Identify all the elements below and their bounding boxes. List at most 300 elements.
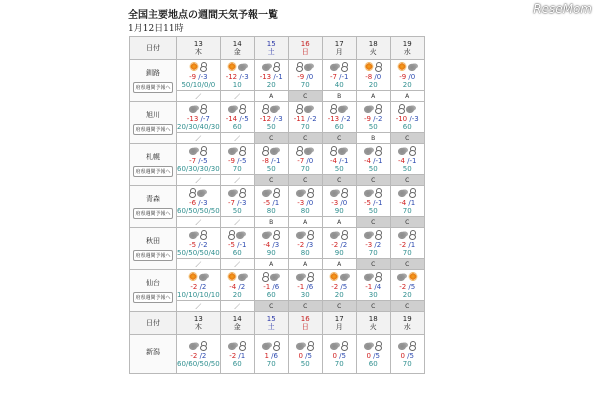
day-of-week: 水: [403, 48, 411, 56]
reliability-grade: A: [356, 91, 390, 102]
cloud-icon: [228, 104, 238, 113]
temp-low: /5: [373, 351, 380, 360]
precip-probability: 70: [402, 206, 412, 215]
forecast-cell: [390, 335, 424, 374]
cloud-icon: [199, 272, 209, 281]
forecast-cell: [288, 270, 322, 301]
snow-icon: [200, 341, 207, 350]
temp-low: /1: [272, 198, 280, 207]
weather-icons: [255, 188, 288, 198]
temp-high: -4: [363, 156, 371, 165]
reliability-grade: ／: [220, 301, 254, 312]
forecast-cell: [322, 144, 356, 175]
day-header: [177, 37, 221, 60]
snow-icon: [409, 146, 416, 155]
temp-low: /-5: [198, 156, 208, 165]
reliability-grade: ／: [177, 259, 221, 270]
weather-icons: [357, 62, 390, 72]
reliability-grade: ／: [177, 133, 221, 144]
cloud-icon: [189, 230, 199, 239]
temperature: [255, 73, 288, 81]
reliability-grade: C: [322, 175, 356, 186]
precip-probability: 60/50/50/50: [177, 206, 220, 215]
day-number: 14: [232, 315, 242, 323]
temp-high: -10: [395, 114, 408, 123]
weather-icons: [323, 62, 356, 72]
forecast-cell: [322, 270, 356, 301]
reliability-grade: A: [254, 91, 288, 102]
reliability-grade: ／: [220, 91, 254, 102]
day-number: 15: [266, 40, 276, 48]
precip-probability: 50: [300, 359, 310, 368]
reliability-grade: B: [254, 217, 288, 228]
temp-high: -14: [225, 114, 238, 123]
snow-icon: [239, 341, 246, 350]
temp-low: /-2: [373, 114, 383, 123]
reliability-grade: C: [356, 217, 390, 228]
cloud-icon: [270, 104, 280, 113]
temp-low: /-7: [200, 114, 210, 123]
snow-icon: [307, 188, 314, 197]
temperature: [323, 241, 356, 249]
date-label: 日付: [130, 312, 177, 335]
forecast-cell: [177, 144, 221, 175]
temp-low: /-1: [271, 156, 281, 165]
cloud-icon: [406, 104, 416, 113]
temp-high: -1: [297, 282, 305, 291]
precip-probability: 20: [334, 290, 344, 299]
temp-low: /-3: [237, 198, 247, 207]
forecast-cell: [254, 270, 288, 301]
temperature: [221, 283, 254, 291]
temp-high: 0: [366, 351, 371, 360]
city-name: 釧路: [146, 69, 160, 77]
temp-high: -7: [227, 198, 235, 207]
precip-probability: 70: [266, 359, 276, 368]
weather-icons: [357, 272, 390, 282]
temp-low: /6: [271, 351, 278, 360]
sun-icon: [188, 272, 198, 281]
snow-icon: [307, 272, 314, 281]
temp-high: -7: [297, 156, 305, 165]
day-number: 19: [402, 315, 412, 323]
forecast-cell: [254, 186, 288, 217]
day-number: 15: [266, 315, 276, 323]
temperature: [289, 115, 322, 123]
snow-icon: [375, 62, 382, 71]
temp-high: -9: [297, 72, 305, 81]
temp-low: /-1: [407, 156, 417, 165]
forecast-cell: [177, 335, 221, 374]
temp-low: /-1: [339, 156, 349, 165]
temp-low: /-5: [237, 156, 247, 165]
weather-icons: [357, 341, 390, 351]
cloud-icon: [398, 341, 408, 350]
precip-probability: 80: [300, 206, 310, 215]
weather-icons: [221, 104, 254, 114]
day-header: [356, 37, 390, 60]
weather-icons: [289, 230, 322, 240]
weather-icons: [255, 104, 288, 114]
weather-icons: [391, 62, 424, 72]
temperature: [323, 157, 356, 165]
day-number: 13: [193, 40, 203, 48]
forecast-cell: [177, 270, 221, 301]
reliability-grade: A: [322, 259, 356, 270]
reliability-grade: ／: [220, 217, 254, 228]
forecast-cell: [356, 102, 390, 133]
weather-icons: [391, 188, 424, 198]
snow-icon: [330, 146, 337, 155]
prefecture-weekly-forecast-link[interactable]: 府県週間予報へ: [133, 208, 172, 219]
temp-high: -5: [263, 198, 271, 207]
reliability-grade: C: [288, 175, 322, 186]
prefecture-weekly-forecast-link[interactable]: 府県週間予報へ: [133, 250, 172, 261]
forecast-cell: [220, 60, 254, 91]
temp-low: /2: [199, 351, 207, 360]
weather-icons: [221, 62, 254, 72]
city-row: [130, 60, 425, 91]
snow-icon: [398, 104, 405, 113]
cloud-icon: [338, 146, 348, 155]
forecast-cell: [254, 60, 288, 91]
snow-icon: [200, 104, 207, 113]
temperature: [255, 241, 288, 249]
temp-high: -5: [189, 240, 197, 249]
weather-icons: [391, 146, 424, 156]
temp-high: -5: [227, 240, 235, 249]
forecast-cell: [220, 270, 254, 301]
temp-low: /1: [408, 198, 416, 207]
reliability-grade: ／: [220, 259, 254, 270]
temperature: [221, 157, 254, 165]
forecast-cell: [220, 102, 254, 133]
forecast-cell: [220, 335, 254, 374]
temperature: [221, 241, 254, 249]
site-watermark: ReseMom: [533, 2, 592, 16]
temp-high: -8: [365, 72, 373, 81]
forecast-cell: [288, 60, 322, 91]
weather-icons: [177, 146, 220, 156]
day-number: 13: [193, 315, 203, 323]
temperature: [255, 115, 288, 123]
precip-probability: 60/30/30/30: [177, 164, 220, 173]
weather-icons: [221, 230, 254, 240]
temp-low: /-3: [273, 114, 283, 123]
day-of-week: 月: [335, 323, 343, 331]
weather-icons: [255, 62, 288, 72]
precip-probability: 80: [266, 206, 276, 215]
temp-high: 0: [332, 351, 337, 360]
cloud-icon: [296, 341, 306, 350]
date-label: 日付: [130, 37, 177, 60]
reliability-grade: C: [288, 301, 322, 312]
temperature: [323, 199, 356, 207]
weather-icons: [177, 230, 220, 240]
temperature: [357, 199, 390, 207]
precip-probability: 50: [266, 164, 276, 173]
reliability-grade: ／: [177, 91, 221, 102]
reliability-grade: C: [254, 175, 288, 186]
weather-icons: [289, 341, 322, 351]
temp-low: /-3: [409, 114, 419, 123]
temperature: [255, 157, 288, 165]
temp-low: /5: [305, 351, 312, 360]
temp-low: /0: [306, 156, 314, 165]
forecast-cell: [356, 335, 390, 374]
temp-high: -12: [225, 72, 238, 81]
forecast-issued-time: 1月12日11時: [128, 24, 184, 34]
weather-icons: [391, 341, 424, 351]
cloud-icon: [330, 341, 340, 350]
snow-icon: [228, 230, 235, 239]
snow-icon: [239, 104, 246, 113]
day-of-week: 火: [369, 323, 377, 331]
precip-probability: 50: [266, 122, 276, 131]
temperature: [177, 115, 220, 123]
temp-high: -13: [327, 114, 340, 123]
cloud-icon: [408, 62, 418, 71]
snow-icon: [409, 188, 416, 197]
temp-low: /0: [340, 198, 348, 207]
snow-icon: [296, 62, 303, 71]
cloud-icon: [262, 341, 272, 350]
precip-probability: 20: [402, 290, 412, 299]
temperature: [177, 199, 220, 207]
sun-icon: [397, 62, 407, 71]
weather-icons: [177, 104, 220, 114]
snow-icon: [189, 188, 196, 197]
precip-probability: 90: [334, 206, 344, 215]
weather-icons: [177, 188, 220, 198]
day-header: [322, 312, 356, 335]
precip-probability: 50: [232, 206, 242, 215]
reliability-grade: B: [356, 133, 390, 144]
temperature: [221, 73, 254, 81]
temp-low: /-1: [339, 72, 349, 81]
city-row: [130, 144, 425, 175]
weather-icons: [357, 230, 390, 240]
reliability-grade: C: [390, 217, 424, 228]
temp-high: -1: [263, 282, 271, 291]
precip-probability: 20: [368, 80, 378, 89]
city-row: [130, 102, 425, 133]
temp-high: -9: [189, 72, 197, 81]
reliability-grade: ／: [177, 175, 221, 186]
city-name: 旭川: [146, 111, 160, 119]
snow-icon: [296, 104, 303, 113]
prefecture-weekly-forecast-link[interactable]: 府県週間予報へ: [133, 292, 172, 303]
weather-icons: [255, 341, 288, 351]
cloud-icon: [398, 230, 408, 239]
weather-icons: [391, 230, 424, 240]
forecast-cell: [390, 270, 424, 301]
precip-probability: 60: [232, 122, 242, 131]
forecast-cell: [254, 228, 288, 259]
temp-high: -2: [399, 282, 407, 291]
day-header: [220, 37, 254, 60]
weather-icons: [255, 272, 288, 282]
precip-probability: 70: [300, 80, 310, 89]
reliability-grade: B: [322, 91, 356, 102]
reliability-grade: C: [356, 175, 390, 186]
weather-icons: [323, 341, 356, 351]
precip-probability: 20: [266, 80, 276, 89]
precip-probability: 50/50/50/40: [177, 248, 220, 257]
temp-high: -3: [365, 240, 373, 249]
temperature: [221, 199, 254, 207]
snow-icon: [341, 62, 348, 71]
temp-low: /5: [340, 282, 348, 291]
precip-probability: 10/10/10/10: [177, 290, 220, 299]
temp-low: /-2: [307, 114, 317, 123]
prefecture-weekly-forecast-link[interactable]: 府県週間予報へ: [133, 82, 172, 93]
precip-probability: 70: [300, 122, 310, 131]
city-cell: [130, 270, 177, 312]
weather-icons: [357, 104, 390, 114]
day-number: 16: [300, 315, 310, 323]
temp-low: /2: [340, 240, 348, 249]
weather-icons: [391, 272, 424, 282]
temp-high: -4: [397, 156, 405, 165]
temp-low: /5: [407, 351, 414, 360]
temperature: [391, 73, 424, 81]
weather-icons: [221, 272, 254, 282]
temperature: [221, 352, 254, 360]
precip-probability: 60: [232, 359, 242, 368]
reliability-grade: C: [356, 301, 390, 312]
reliability-grade: C: [390, 175, 424, 186]
temp-low: /2: [199, 282, 207, 291]
temperature: [391, 115, 424, 123]
cloud-icon: [398, 146, 408, 155]
temp-high: -4: [229, 282, 237, 291]
temp-low: /-2: [341, 114, 351, 123]
temp-high: -9: [399, 72, 407, 81]
temperature: [255, 283, 288, 291]
day-of-week: 木: [194, 323, 202, 331]
temperature: [177, 157, 220, 165]
precip-probability: 50: [368, 206, 378, 215]
cloud-icon: [340, 272, 350, 281]
forecast-cell: [356, 144, 390, 175]
precip-probability: 20: [232, 290, 242, 299]
temperature: [177, 241, 220, 249]
day-header: [288, 37, 322, 60]
precip-probability: 60/60/50/50: [177, 359, 220, 368]
precip-probability: 20/30/40/30: [177, 122, 220, 131]
reliability-grade: ／: [220, 133, 254, 144]
precip-probability: 60: [334, 122, 344, 131]
forecast-cell: [390, 60, 424, 91]
weather-icons: [323, 230, 356, 240]
snow-icon: [307, 341, 314, 350]
cloud-icon: [364, 146, 374, 155]
weather-icons: [289, 62, 322, 72]
temp-high: -2: [331, 282, 339, 291]
precip-probability: 50/10/0/0: [181, 80, 216, 89]
day-header: [177, 312, 221, 335]
forecast-cell: [220, 228, 254, 259]
cloud-icon: [238, 272, 248, 281]
weather-icons: [289, 272, 322, 282]
temp-high: -2: [331, 240, 339, 249]
forecast-cell: [356, 186, 390, 217]
day-of-week: 木: [194, 48, 202, 56]
temp-high: 1: [264, 351, 269, 360]
snow-icon: [409, 230, 416, 239]
precip-probability: 70: [300, 164, 310, 173]
cloud-icon: [262, 62, 272, 71]
reliability-grade: C: [288, 91, 322, 102]
temp-low: /-5: [239, 114, 249, 123]
temperature: [323, 352, 356, 360]
precip-probability: 90: [266, 248, 276, 257]
weather-icons: [221, 146, 254, 156]
cloud-icon: [262, 188, 272, 197]
reliability-grade: ／: [220, 175, 254, 186]
cloud-icon: [296, 230, 306, 239]
reliability-grade: C: [322, 133, 356, 144]
reliability-grade: C: [356, 259, 390, 270]
city-name: 秋田: [146, 237, 160, 245]
temp-low: /2: [374, 240, 382, 249]
snow-icon: [273, 341, 280, 350]
snow-icon: [273, 188, 280, 197]
temp-low: /1: [408, 240, 416, 249]
cloud-icon: [304, 146, 314, 155]
precip-probability: 50: [334, 164, 344, 173]
temperature: [357, 157, 390, 165]
temperature: [323, 115, 356, 123]
forecast-cell: [288, 335, 322, 374]
weather-icons: [177, 62, 220, 72]
snow-icon: [409, 341, 416, 350]
snow-icon: [262, 272, 269, 281]
sun-icon: [408, 272, 418, 281]
sun-icon: [189, 62, 199, 71]
forecast-cell: [288, 186, 322, 217]
temp-high: -1: [365, 282, 373, 291]
city-name: 札幌: [146, 153, 160, 161]
day-number: 18: [368, 315, 378, 323]
day-number: 17: [334, 40, 344, 48]
forecast-cell: [322, 186, 356, 217]
temperature: [255, 352, 288, 360]
day-header: [322, 37, 356, 60]
snow-icon: [262, 104, 269, 113]
precip-probability: 70: [368, 248, 378, 257]
prefecture-weekly-forecast-link[interactable]: 府県週間予報へ: [133, 166, 172, 177]
precip-probability: 30: [368, 290, 378, 299]
temp-low: /5: [408, 282, 416, 291]
weather-icons: [323, 146, 356, 156]
temp-high: -13: [259, 72, 272, 81]
cloud-icon: [189, 341, 199, 350]
temperature: [391, 241, 424, 249]
day-header: [254, 312, 288, 335]
temp-low: /3: [306, 240, 314, 249]
weather-icons: [391, 104, 424, 114]
cloud-icon: [270, 146, 280, 155]
snow-icon: [341, 230, 348, 239]
forecast-cell: [390, 144, 424, 175]
cloud-icon: [236, 230, 246, 239]
snow-icon: [375, 341, 382, 350]
forecast-cell: [390, 228, 424, 259]
prefecture-weekly-forecast-link[interactable]: 府県週間予報へ: [133, 124, 172, 135]
cloud-icon: [296, 272, 306, 281]
